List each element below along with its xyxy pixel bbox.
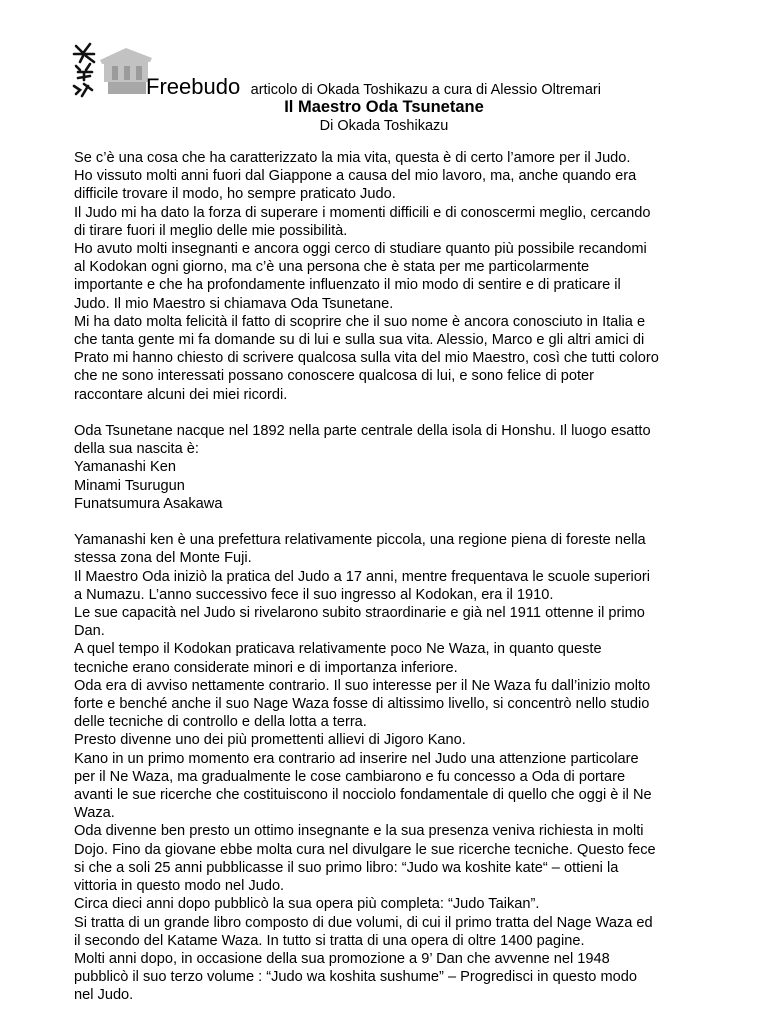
text-line: Il Judo mi ha dato la forza di superare i momenti difficili e di conoscermi meglio, cercando xyxy=(74,204,651,221)
text-line: Ho avuto molti insegnanti e ancora oggi cerco di studiare quanto più possibile recandomi xyxy=(74,241,647,258)
text-line: Waza. xyxy=(74,805,115,822)
text-line: Judo. Il mio Maestro si chiamava Oda Tsunetane. xyxy=(74,295,394,312)
freebudo-logo xyxy=(66,40,158,98)
text-line: Si tratta di un grande libro composto di due volumi, di cui il primo tratta del Nage Waza ed xyxy=(74,914,653,931)
text-line: Kano in un primo momento era contrario ad inserire nel Judo una attenzione particolare xyxy=(74,750,639,767)
header-line xyxy=(146,74,601,100)
text-line: al Kodokan ogni giorno, ma c’è una persona che è stata per me particolarmente xyxy=(74,259,590,276)
text-line: della sua nascita è: xyxy=(74,441,199,458)
article-author: Di Okada Toshikazu xyxy=(319,118,449,134)
text-line: Oda divenne ben presto un ottimo insegnante e la sua presenza veniva richiesta in molti xyxy=(74,823,644,840)
text-line: vittoria in questo modo nel Judo. xyxy=(74,878,285,895)
text-line: Minami Tsurugun xyxy=(74,477,185,494)
text-line: Circa dieci anni dopo pubblicò la sua opera più completa: “Judo Taikan”. xyxy=(74,896,540,913)
text-line: Ho vissuto molti anni fuori dal Giappone a causa del mio lavoro, ma, anche quando era xyxy=(74,168,637,185)
byline: articolo di Okada Toshikazu a cura di Alessio Oltremari xyxy=(250,82,601,98)
text-line: Le sue capacità nel Judo si rivelarono subito straordinarie e già nel 1911 ottenne il primo xyxy=(74,605,645,622)
text-line: delle tecniche di controllo e della lotta a terra. xyxy=(74,714,367,731)
text-line: pubblicò il suo terzo volume : “Judo wa koshita sushume” – Progredisci in questo modo xyxy=(74,969,637,986)
article-title: Il Maestro Oda Tsunetane xyxy=(284,98,484,116)
brand-name: Freebudo xyxy=(146,74,241,99)
text-line: il secondo del Katame Waza. In tutto si tratta di una opera di oltre 1400 pagine. xyxy=(74,932,585,949)
paragraph xyxy=(74,149,714,404)
text-line: Yamanashi ken è una prefettura relativamente piccola, una regione piena di foreste nella xyxy=(74,532,646,549)
text-line: Yamanashi Ken xyxy=(74,459,176,476)
logo-graphic xyxy=(66,40,158,98)
text-line: Molti anni dopo, in occasione della sua promozione a 9’ Dan che avvenne nel 1948 xyxy=(74,950,610,967)
text-line: forte e benché anche il suo Nage Waza fosse di altissimo livello, si concentrò nello studio xyxy=(74,696,650,713)
text-line: Prato mi hanno chiesto di scrivere qualcosa sulla vita del mio Maestro, così che tutti coloro xyxy=(74,350,659,367)
text-line: Dojo. Fino da giovane ebbe molta cura nel divulgare le sue ricerche tecniche. Questo fece xyxy=(74,841,656,858)
paragraph xyxy=(74,422,714,513)
text-line: a Numazu. L’anno successivo fece il suo ingresso al Kodokan, era il 1910. xyxy=(74,586,554,603)
text-line: si che a soli 25 anni pubblicasse il suo primo libro: “Judo wa koshite kate“ – ottieni la xyxy=(74,859,619,876)
article-body xyxy=(74,149,714,1023)
text-line: stessa zona del Monte Fuji. xyxy=(74,550,252,567)
text-line: che ne sono interessati possano conoscere qualcosa di lui, e sono felice di poter xyxy=(74,368,595,385)
text-line: Mi ha dato molta felicità il fatto di scoprire che il suo nome è ancora conosciuto in Italia e xyxy=(74,313,646,330)
text-line: Presto divenne uno dei più promettenti allievi di Jigoro Kano. xyxy=(74,732,466,749)
text-line: di tirare fuori il meglio delle mie possibilità. xyxy=(74,222,348,239)
text-line: tecniche erano considerate minori e di importanza inferiore. xyxy=(74,659,458,676)
text-line: nel Judo. xyxy=(74,987,134,1004)
text-line: Oda Tsunetane nacque nel 1892 nella parte centrale della isola di Honshu. Il luogo esatto xyxy=(74,423,651,440)
text-line: importante e che ha profondamente influenzato il mio modo di sentire e di praticare il xyxy=(74,277,621,294)
text-line: che tanta gente mi fa domande su di lui e sulla sua vita. Alessio, Marco e gli altri amici di xyxy=(74,332,645,349)
text-line: Il Maestro Oda iniziò la pratica del Judo a 17 anni, mentre frequentava le scuole superiori xyxy=(74,568,650,585)
text-line: Oda era di avviso nettamente contrario. Il suo interesse per il Ne Waza fu dall’inizio molto xyxy=(74,677,651,694)
text-line: A quel tempo il Kodokan praticava relativamente poco Ne Waza, in quanto queste xyxy=(74,641,602,658)
paragraph xyxy=(74,531,714,1004)
text-line: per il Ne Waza, ma gradualmente le cose cambiarono e fu concesso a Oda di portare xyxy=(74,768,626,785)
text-line: raccontare alcuni dei miei ricordi. xyxy=(74,386,288,403)
text-line: Dan. xyxy=(74,623,105,640)
text-line: avanti le sue ricerche che costituiscono il nocciolo fondamentale di quello che oggi è il Ne xyxy=(74,787,652,804)
text-line: Se c’è una cosa che ha caratterizzato la mia vita, questa è di certo l’amore per il Judo. xyxy=(74,150,631,166)
text-line: difficile trovare il modo, ho sempre praticato Judo. xyxy=(74,186,396,203)
text-line: Funatsumura Asakawa xyxy=(74,495,223,512)
